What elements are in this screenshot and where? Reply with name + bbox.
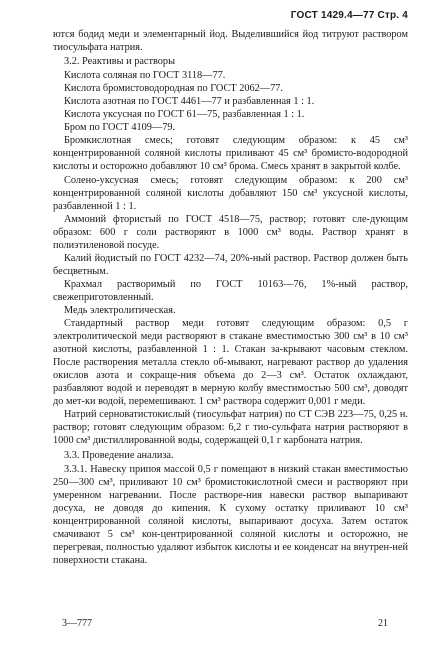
paragraph-potassium-iodide: Калий йодистый по ГОСТ 4232—74, 20%-ный раствор. Раствор должен быть бесцветным.: [53, 252, 408, 277]
paragraph-sodium-thiosulfate: Натрий серноватистокислый (тиосульфат натрия) по СТ СЭВ 223—75, 0,25 н. раствор; готовят следующим образом: 6,2 г тио-сульфата натрия растворяют в 1000 см³ дистиллированной воды, содержащей 0,1 г карбоната натрия.: [53, 409, 408, 447]
reagent-hydrobromic-acid: Кислота бромистоводородная по ГОСТ 2062—77.: [64, 83, 283, 95]
reagent-bromine: Бром по ГОСТ 4109—79.: [64, 122, 176, 134]
document-body: [53, 28, 408, 567]
paragraph-intro: ются бодид меди и элементарный йод. Выделившийся йод титруют раствором тиосульфата натрия.: [53, 29, 408, 54]
reagent-hydrochloric-acid: Кислота соляная по ГОСТ 3118—77.: [64, 70, 226, 82]
section-heading-reagents: 3.2. Реактивы и растворы: [64, 56, 175, 68]
page-number: 21: [378, 618, 388, 629]
section-heading-analysis: 3.3. Проведение анализа.: [64, 449, 174, 461]
paragraph-starch: Крахмал растворимый по ГОСТ 10163—76, 1%-ный раствор, свежеприготовленный.: [53, 278, 408, 303]
paragraph-ammonium-fluoride: Аммоний фтористый по ГОСТ 4518—75, раствор; готовят сле-дующим образом: 600 г соли растворяют в 1000 см³ воды. Раствор хранят в полиэтиленовой посуде.: [53, 213, 408, 251]
paragraph-electrolytic-copper: Медь электролитическая.: [64, 304, 176, 316]
reagent-nitric-acid: Кислота азотная по ГОСТ 4461—77 и разбавленная 1 : 1.: [64, 96, 315, 108]
page-header: ГОСТ 1429.4—77 Стр. 4: [290, 10, 408, 21]
paragraph-hydrochloric-acetic-mixture: Солено-уксусная смесь; готовят следующим образом: к 200 см³ концентрированной соляной кислоты добавляют 150 см³ уксусной кислоты, разбавленной 1 : 1.: [53, 174, 408, 212]
reagent-acetic-acid: Кислота уксусная по ГОСТ 61—75, разбавленная 1 : 1.: [64, 109, 305, 121]
footer-signature: 3—777: [62, 618, 92, 629]
paragraph-bromine-acid-mixture: Бромкислотная смесь; готовят следующим образом: к 45 см³ концентрированной соляной кислоты приливают 45 см³ бромисто-водородной кислоты и осторожно добавляют 10 см³ брома. Смесь хранят в закрытой колбе.: [53, 135, 408, 173]
paragraph-standard-copper-solution: Стандартный раствор меди готовят следующим образом: 0,5 г электролитической меди растворяют в стакане вместимостью 300 см³ в 10 см³ азотной кислоты, разбавленной 1 : 1. Стакан за-крывают часовым стеклом. После растворения металла стекло об-мывают, нагревают раствор до удаления окислов азота и сокраще-ния объема до 2—3 см³. Остаток охлаждают, разбавляют водой и переводят в мерную колбу вместимостью 500 см³, доводят до мет-ки водой, перемешивают. 1 см³ раствора содержит 0,001 г меди.: [53, 318, 408, 408]
paragraph-analysis-step-1: 3.3.1. Навеску припоя массой 0,5 г помещают в низкий стакан вместимостью 250—300 см³, приливают 10 см³ бромистокислотной смеси и растворяют при умеренном нагревании. После растворе-ния навески раствор выпаривают досуха, не доводя до кипения. К сухому остатку приливают 10 см³ концентрированной соляной кислоты, выпаривают досуха. Затем остаток смачивают 5 см³ кон-центрированной соляной кислоты и осторожно, не перегревая, полностью удаляют избыток кислоты и ее конденсат на внутрен-ней поверхности стакана.: [53, 463, 408, 566]
